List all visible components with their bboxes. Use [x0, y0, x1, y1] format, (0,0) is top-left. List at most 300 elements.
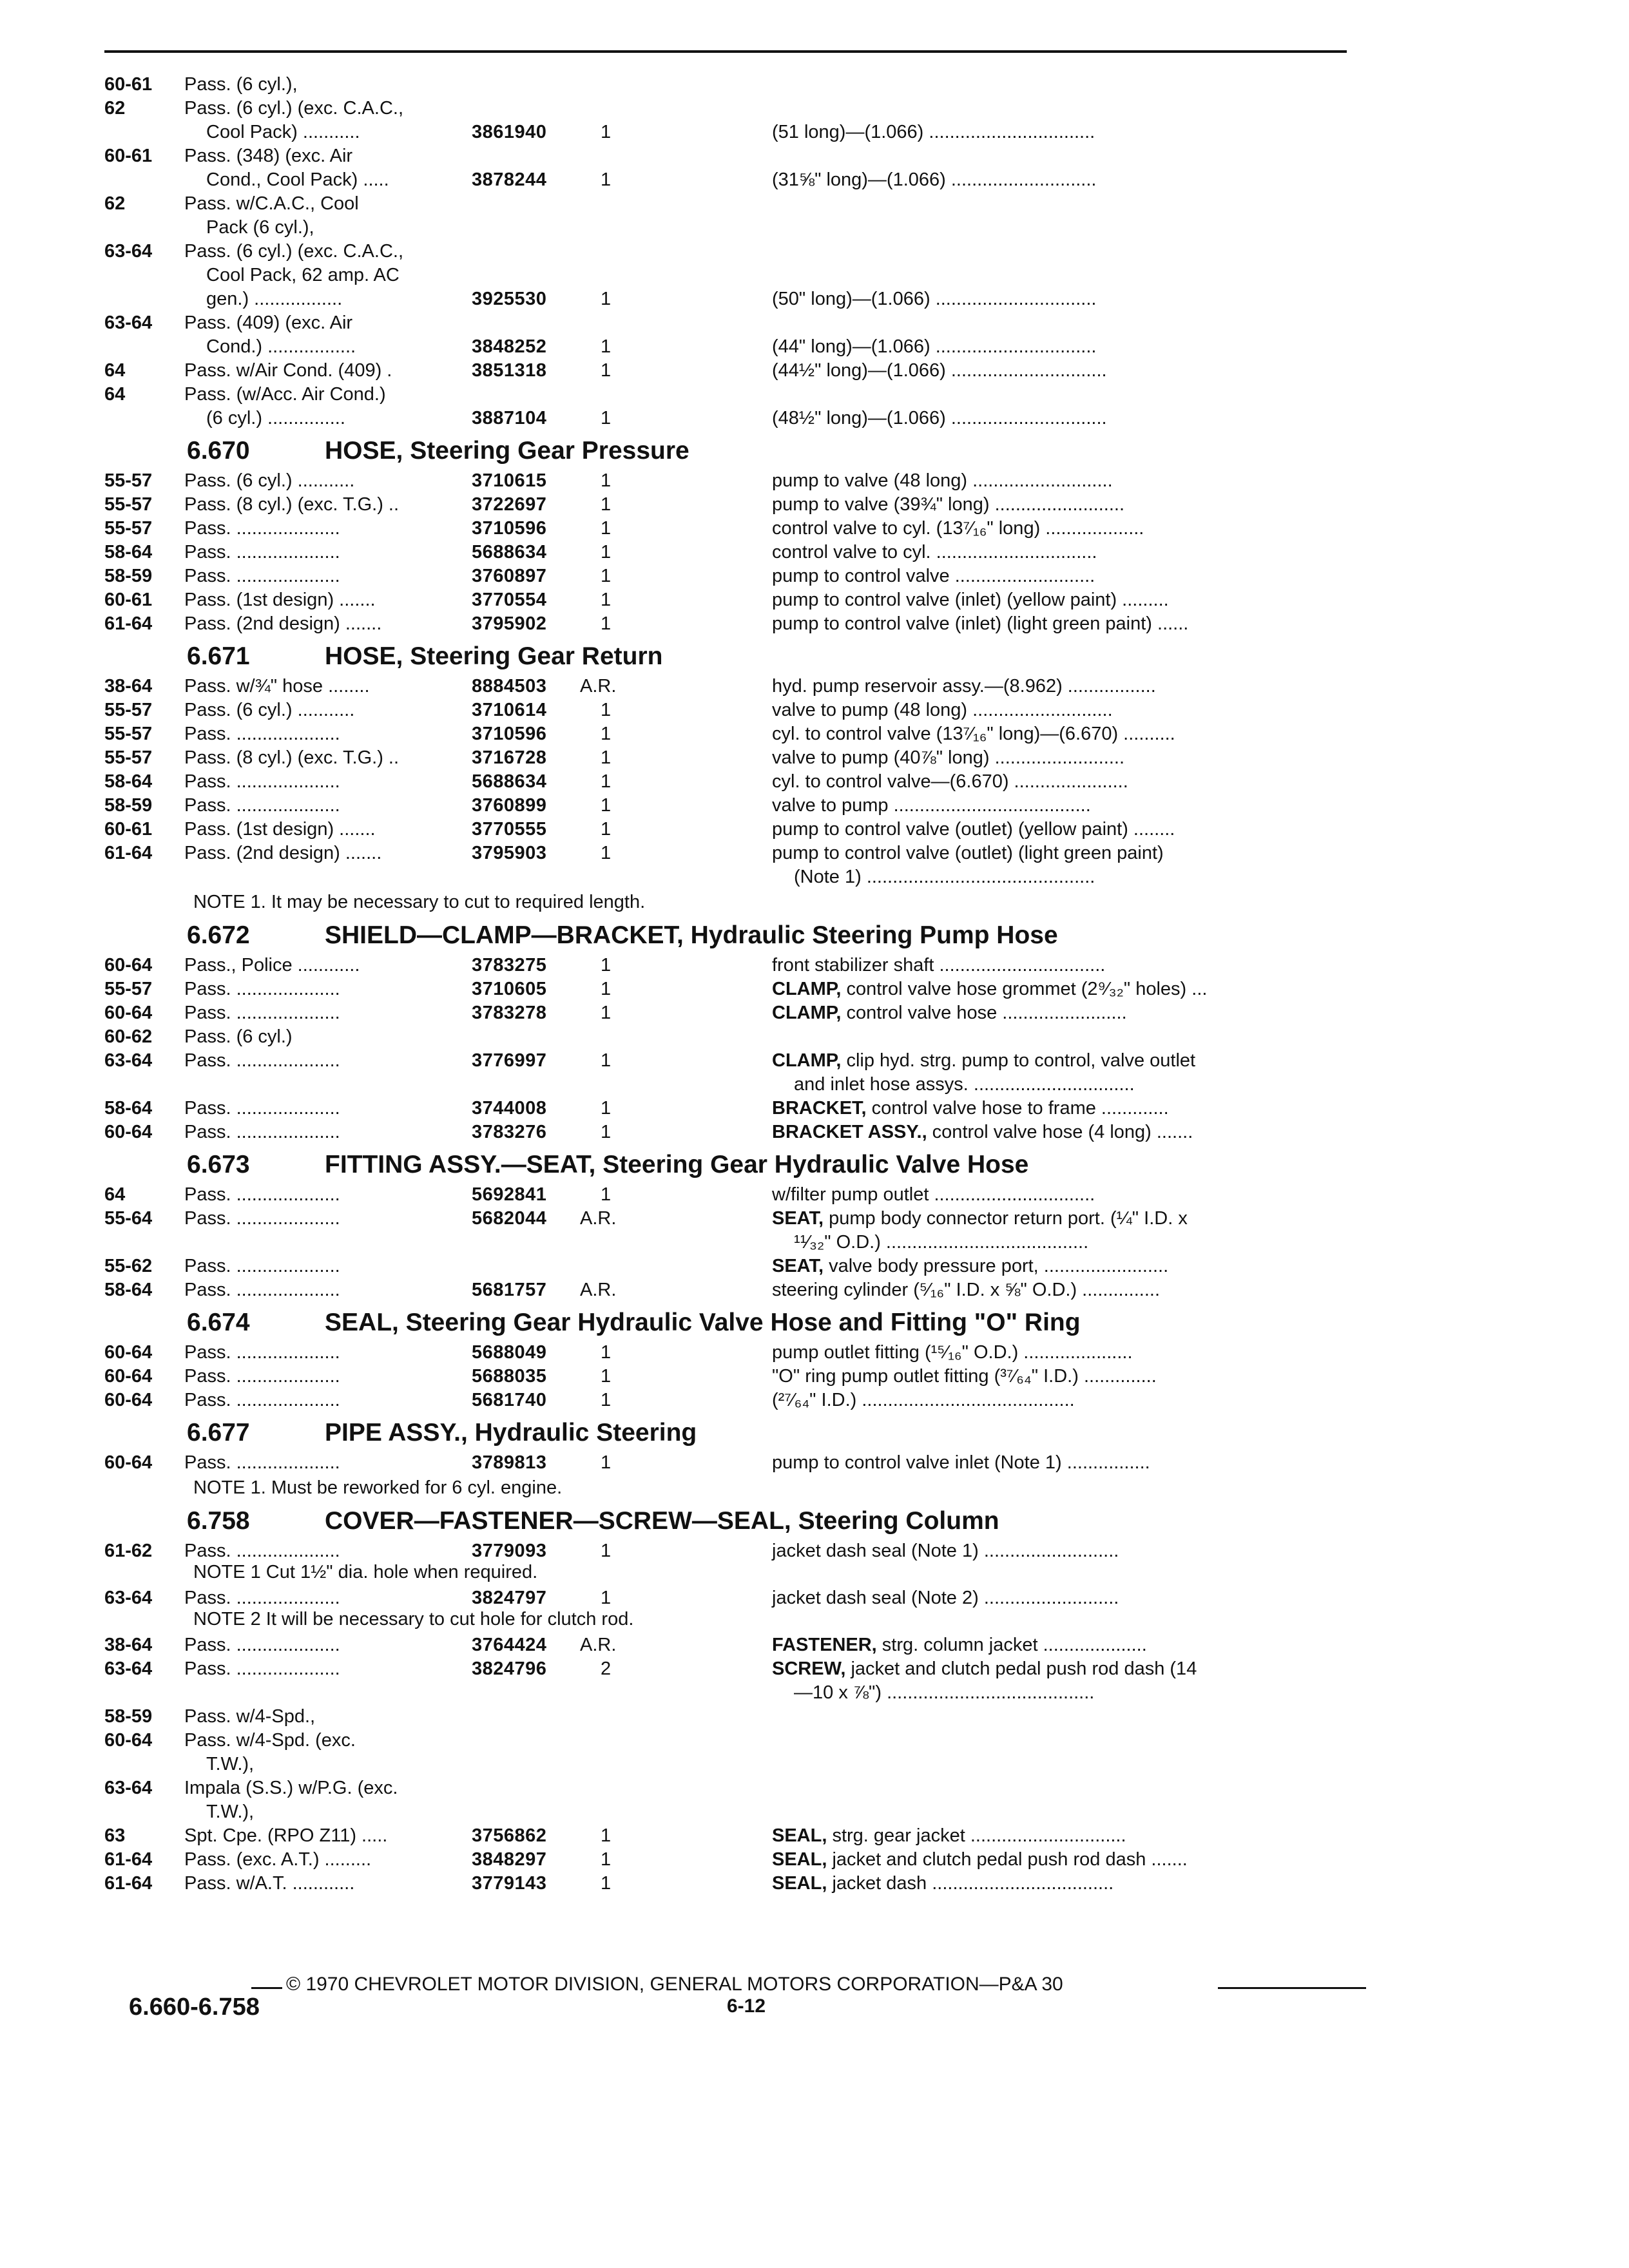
application-description: Pass. (8 cyl.) (exc. T.G.) ..: [184, 494, 400, 515]
quantity: 1: [601, 494, 612, 515]
table-row: [0, 1728, 1629, 1753]
application-description: Pass. (6 cyl.) ...........: [184, 470, 355, 491]
remark-text: jacket dash seal (Note 2) ..........................: [772, 1588, 1119, 1608]
table-row: [0, 1230, 1629, 1254]
table-row: [0, 1704, 1629, 1729]
table-row: [0, 1364, 1629, 1389]
table-row: [0, 358, 1629, 383]
application-description: Pass. ....................: [184, 1003, 340, 1023]
remarks: [772, 745, 1124, 770]
remarks: [772, 540, 1097, 564]
quantity: 1: [601, 1003, 612, 1023]
application-description: Pass. ....................: [184, 1098, 340, 1119]
quantity: 1: [601, 1122, 612, 1142]
model-years: 64: [104, 384, 126, 405]
remarks: [772, 492, 1124, 517]
remark-part-name: SEAL,: [772, 1825, 827, 1846]
quantity: 1: [601, 1873, 612, 1894]
model-years: 60-61: [104, 590, 153, 610]
quantity: 1: [601, 1849, 612, 1870]
model-years: 63-64: [104, 1658, 153, 1679]
model-years: 63-64: [104, 241, 153, 262]
remarks: [772, 406, 1107, 430]
table-row: [0, 311, 1629, 335]
table-row: [0, 120, 1629, 144]
part-number: 5692841: [472, 1184, 547, 1205]
quantity: 1: [601, 979, 612, 999]
remarks: [772, 516, 1144, 541]
remark-text: control valve to cyl. (13⁷⁄₁₆" long) ...................: [772, 518, 1144, 539]
remark-text: jacket dash seal (Note 1) ..........................: [772, 1541, 1119, 1561]
remark-text: hyd. pump reservoir assy.—(8.962) .................: [772, 676, 1156, 697]
part-number: 8884503: [472, 676, 547, 697]
remarks: [772, 1450, 1150, 1475]
quantity: 1: [601, 542, 612, 562]
section-heading: [187, 640, 662, 673]
quantity: 1: [601, 590, 612, 610]
remarks: [772, 953, 1105, 977]
remark-text: pump body connector return port. (¼" I.D. x: [824, 1208, 1188, 1229]
application-description: T.W.),: [206, 1754, 255, 1774]
table-row: [0, 1072, 1629, 1097]
part-number: 3779143: [472, 1873, 547, 1894]
remark-text: pump to valve (39¾" long) .........................: [772, 494, 1125, 515]
table-row: [0, 698, 1629, 722]
table-row: [0, 1657, 1629, 1681]
model-years: 61-64: [104, 1849, 153, 1870]
table-row: [0, 977, 1629, 1001]
remark-text: (50" long)—(1.066) ...............................: [772, 289, 1097, 309]
model-years: 60-61: [104, 146, 153, 166]
model-years: 55-62: [104, 1256, 153, 1276]
model-years: 58-64: [104, 771, 153, 792]
quantity: 1: [601, 1390, 612, 1410]
application-description: Pass. ....................: [184, 724, 340, 744]
application-description: Pass. w/C.A.C., Cool: [184, 193, 359, 214]
section-number: 6.758: [187, 1507, 250, 1535]
remark-part-name: CLAMP,: [772, 979, 842, 999]
remark-part-name: SCREW,: [772, 1658, 846, 1679]
table-row: [0, 745, 1629, 770]
model-years: 61-64: [104, 1873, 153, 1894]
table-row: [0, 1254, 1629, 1278]
application-description: Pass. ....................: [184, 1588, 340, 1608]
part-number: 5688634: [472, 542, 547, 562]
remark-text: steering cylinder (⁵⁄₁₆" I.D. x ⅝" O.D.) ...............: [772, 1280, 1161, 1300]
application-description: Pass. ....................: [184, 1390, 340, 1410]
remarks: [772, 817, 1175, 841]
remarks: [794, 865, 1095, 889]
remark-text: (Note 1) ............................................: [794, 867, 1095, 887]
remark-text: clip hyd. strg. pump to control, valve outlet: [841, 1050, 1196, 1071]
remarks: [772, 334, 1096, 359]
remark-part-name: SEAT,: [772, 1256, 824, 1276]
section-number: 6.677: [187, 1419, 250, 1446]
section-number: 6.673: [187, 1151, 250, 1178]
section-number: 6.670: [187, 437, 250, 465]
part-number: 3887104: [472, 408, 547, 428]
model-years: 55-57: [104, 747, 153, 768]
section-heading: [187, 1307, 1081, 1339]
application-description: Pass. (409) (exc. Air: [184, 312, 353, 333]
application-description: Pass. (6 cyl.) ...........: [184, 700, 355, 720]
application-description: Pass. w/Air Cond. (409) .: [184, 360, 392, 381]
application-description: Pass. (1st design) .......: [184, 590, 376, 610]
remark-part-name: CLAMP,: [772, 1050, 842, 1071]
model-years: 60-64: [104, 1390, 153, 1410]
model-years: 60-64: [104, 1342, 153, 1363]
part-number: 3744008: [472, 1098, 547, 1119]
model-years: 64: [104, 1184, 126, 1205]
model-years: 58-64: [104, 542, 153, 562]
table-row: [0, 492, 1629, 517]
application-description: Pass. (6 cyl.),: [184, 74, 298, 95]
table-row: [0, 564, 1629, 588]
application-description: Pass. (w/Acc. Air Cond.): [184, 384, 386, 405]
quantity: 1: [601, 566, 612, 586]
remark-text: (31⅝" long)—(1.066) ............................: [772, 169, 1097, 190]
application-description: Pass., Police ............: [184, 955, 360, 975]
remark-text: (44½" long)—(1.066) ..............................: [772, 360, 1107, 381]
section-heading: [187, 919, 1058, 952]
application-description: T.W.),: [206, 1802, 255, 1822]
part-number: 3764424: [472, 1635, 547, 1655]
part-number: 3716728: [472, 747, 547, 768]
remark-text: valve to pump (40⅞" long) .........................: [772, 747, 1125, 768]
remark-text: (51 long)—(1.066) ................................: [772, 122, 1095, 142]
section-number: 6.672: [187, 921, 250, 949]
model-years: 60-64: [104, 955, 153, 975]
model-years: 58-59: [104, 795, 153, 816]
section-heading: [187, 1149, 1028, 1181]
remarks: [794, 1230, 1088, 1254]
quantity: A.R.: [580, 1280, 617, 1300]
table-row: [0, 1001, 1629, 1025]
quantity: 1: [601, 1541, 612, 1561]
remarks: [772, 698, 1113, 722]
model-years: 64: [104, 360, 126, 381]
part-number: 3783275: [472, 955, 547, 975]
part-number: 3848252: [472, 336, 547, 357]
part-number: 3789813: [472, 1452, 547, 1473]
application-description: Pass. ....................: [184, 1050, 340, 1071]
model-years: 60-64: [104, 1452, 153, 1473]
table-row: [0, 382, 1629, 407]
table-row: [0, 144, 1629, 168]
footer-copyright-line: [251, 1972, 1366, 1997]
model-years: 60-62: [104, 1026, 153, 1047]
section-title: SEAL, Steering Gear Hydraulic Valve Hose and Fitting "O" Ring: [325, 1309, 1081, 1336]
part-number: 5682044: [472, 1208, 547, 1229]
part-number: 3779093: [472, 1541, 547, 1561]
section-note: NOTE 1. Must be reworked for 6 cyl. engine.: [193, 1477, 563, 1498]
application-description: Impala (S.S.) w/P.G. (exc.: [184, 1778, 398, 1798]
quantity: 1: [601, 1098, 612, 1119]
quantity: 1: [601, 289, 612, 309]
remarks: [772, 468, 1113, 493]
remark-text: ¹¹⁄₃₂" O.D.) .......................................: [794, 1232, 1089, 1253]
application-description: Pass. ....................: [184, 1452, 340, 1473]
quantity: 2: [601, 1658, 612, 1679]
application-description: Pass. ....................: [184, 1184, 340, 1205]
remarks: [772, 1182, 1095, 1207]
remarks: [772, 841, 1164, 865]
remark-part-name: FASTENER,: [772, 1635, 877, 1655]
model-years: 62: [104, 193, 126, 214]
table-row: [0, 191, 1629, 216]
model-years: 60-61: [104, 74, 153, 95]
application-description: Pack (6 cyl.),: [206, 217, 314, 238]
model-years: 58-59: [104, 1706, 153, 1727]
remarks: [772, 1586, 1119, 1610]
part-number: 3770554: [472, 590, 547, 610]
table-row: [0, 1120, 1629, 1144]
application-description: Spt. Cpe. (RPO Z11) .....: [184, 1825, 388, 1846]
model-years: 55-64: [104, 1208, 153, 1229]
remark-text: control valve hose ........................: [841, 1003, 1127, 1023]
remarks: [772, 674, 1156, 698]
remarks: [772, 1206, 1188, 1231]
quantity: 1: [601, 169, 612, 190]
table-row: [0, 793, 1629, 818]
remark-text: w/filter pump outlet ...............................: [772, 1184, 1095, 1205]
table-row: [0, 263, 1629, 287]
table-row: [0, 611, 1629, 636]
remarks: [772, 722, 1175, 746]
table-row: [0, 953, 1629, 977]
remark-text: —10 x ⅞") ........................................: [794, 1682, 1095, 1703]
table-row: [0, 406, 1629, 430]
table-row: [0, 817, 1629, 841]
quantity: 1: [601, 747, 612, 768]
remarks: [772, 1388, 1075, 1412]
remark-text: cyl. to control valve—(6.670) ......................: [772, 771, 1128, 792]
part-number: 3795903: [472, 843, 547, 863]
section-number: 6.674: [187, 1309, 250, 1336]
quantity: 1: [601, 795, 612, 816]
remark-text: pump to control valve ...........................: [772, 566, 1095, 586]
part-number: 3795902: [472, 613, 547, 634]
part-number: 3824797: [472, 1588, 547, 1608]
part-number: 5688035: [472, 1366, 547, 1387]
table-row: [0, 1182, 1629, 1207]
application-description: Pass. ....................: [184, 566, 340, 586]
table-row: [0, 215, 1629, 240]
remarks: [772, 287, 1096, 311]
application-description: Pass. ....................: [184, 1208, 340, 1229]
section-title: HOSE, Steering Gear Return: [325, 642, 663, 670]
remarks: [794, 1072, 1135, 1097]
table-row: [0, 588, 1629, 612]
model-years: 58-64: [104, 1280, 153, 1300]
quantity: A.R.: [580, 1635, 617, 1655]
page-number: 6-12: [727, 1995, 766, 2017]
remarks: [772, 1340, 1133, 1365]
remark-text: valve to pump (48 long) ...........................: [772, 700, 1113, 720]
remarks: [772, 1120, 1193, 1144]
top-rule: [104, 50, 1347, 53]
table-row: [0, 516, 1629, 541]
model-years: 55-57: [104, 724, 153, 744]
remark-text: jacket dash ...................................: [827, 1873, 1114, 1894]
application-description: Pass. ....................: [184, 1366, 340, 1387]
application-description: Pass. ....................: [184, 1342, 340, 1363]
application-description: Cool Pack) ...........: [206, 122, 360, 142]
part-number: 3783278: [472, 1003, 547, 1023]
remarks: [772, 1278, 1160, 1302]
model-years: 61-62: [104, 1541, 153, 1561]
model-years: 60-64: [104, 1122, 153, 1142]
part-number: 3756862: [472, 1825, 547, 1846]
table-row: [0, 1752, 1629, 1776]
remark-text: pump outlet fitting (¹⁵⁄₁₆" O.D.) .....................: [772, 1342, 1133, 1363]
footer-copyright: © 1970 CHEVROLET MOTOR DIVISION, GENERAL MOTORS CORPORATION—P&A 30: [286, 1974, 1063, 1995]
part-number: 3848297: [472, 1849, 547, 1870]
quantity: 1: [601, 724, 612, 744]
remark-text: (²⁷⁄₆₄" I.D.) .........................................: [772, 1390, 1075, 1410]
table-row: [0, 540, 1629, 564]
remark-text: "O" ring pump outlet fitting (³⁷⁄₆₄" I.D.) ..............: [772, 1366, 1157, 1387]
remark-part-name: BRACKET,: [772, 1098, 867, 1119]
remarks: [794, 1680, 1094, 1705]
table-row: [0, 865, 1629, 889]
application-description: Cool Pack, 62 amp. AC: [206, 265, 400, 285]
application-description: Pass. ....................: [184, 771, 340, 792]
part-number: 3710596: [472, 518, 547, 539]
section-title: HOSE, Steering Gear Pressure: [325, 437, 689, 465]
remark-part-name: SEAL,: [772, 1873, 827, 1894]
remarks: [772, 793, 1091, 818]
section-title: FITTING ASSY.—SEAT, Steering Gear Hydraulic Valve Hose: [325, 1151, 1029, 1178]
table-row: [0, 1823, 1629, 1848]
application-description: Pass. (8 cyl.) (exc. T.G.) ..: [184, 747, 400, 768]
model-years: 55-57: [104, 470, 153, 491]
model-years: 60-61: [104, 819, 153, 840]
table-row: [0, 1096, 1629, 1120]
table-row: [0, 287, 1629, 311]
remark-text: (44" long)—(1.066) ...............................: [772, 336, 1097, 357]
application-description: Pass. ....................: [184, 1658, 340, 1679]
remarks: [772, 1633, 1147, 1657]
remarks: [772, 769, 1128, 794]
quantity: 1: [601, 771, 612, 792]
table-row: [0, 1871, 1629, 1896]
model-years: 61-64: [104, 613, 153, 634]
application-description: Cond., Cool Pack) .....: [206, 169, 389, 190]
application-description: Pass. ....................: [184, 1635, 340, 1655]
remark-text: strg. column jacket ....................: [876, 1635, 1147, 1655]
remarks: [772, 611, 1188, 636]
part-number: 3760897: [472, 566, 547, 586]
model-years: 63-64: [104, 1588, 153, 1608]
application-description: Pass. ....................: [184, 542, 340, 562]
quantity: 1: [601, 518, 612, 539]
table-row: [0, 1680, 1629, 1705]
table-row: [0, 1800, 1629, 1824]
table-row: [0, 1048, 1629, 1073]
application-description: gen.) .................: [206, 289, 343, 309]
model-years: 58-64: [104, 1098, 153, 1119]
model-years: 55-57: [104, 700, 153, 720]
table-row: [0, 674, 1629, 698]
page-range: 6.660-6.758: [129, 1994, 260, 2021]
application-description: Pass. (6 cyl.): [184, 1026, 293, 1047]
application-description: Pass. ....................: [184, 979, 340, 999]
footer-rule-left: [251, 1987, 282, 1989]
table-row: [0, 334, 1629, 359]
part-number: 5688049: [472, 1342, 547, 1363]
quantity: A.R.: [580, 676, 617, 697]
table-row: [0, 72, 1629, 97]
application-description: Cond.) .................: [206, 336, 356, 357]
remark-text: control valve hose (4 long) .......: [927, 1122, 1193, 1142]
quantity: 1: [601, 1825, 612, 1846]
part-number: 5688634: [472, 771, 547, 792]
model-years: 55-57: [104, 518, 153, 539]
remarks: [772, 1847, 1188, 1872]
application-description: Pass. (exc. A.T.) .........: [184, 1849, 372, 1870]
section-title: SHIELD—CLAMP—BRACKET, Hydraulic Steering Pump Hose: [325, 921, 1058, 949]
remark-text: pump to control valve inlet (Note 1) ................: [772, 1452, 1150, 1473]
remarks: [772, 1871, 1113, 1896]
model-years: 62: [104, 98, 126, 119]
quantity: 1: [601, 955, 612, 975]
remark-text: valve to pump ......................................: [772, 795, 1091, 816]
quantity: 1: [601, 122, 612, 142]
remarks: [772, 564, 1095, 588]
part-number: 3783276: [472, 1122, 547, 1142]
application-description: Pass. ....................: [184, 518, 340, 539]
quantity: 1: [601, 360, 612, 381]
remarks: [772, 1539, 1119, 1563]
model-years: 63-64: [104, 312, 153, 333]
part-number: 3776997: [472, 1050, 547, 1071]
quantity: A.R.: [580, 1208, 617, 1229]
row-note: NOTE 2 It will be necessary to cut hole for clutch rod.: [193, 1609, 634, 1629]
quantity: 1: [601, 1588, 612, 1608]
quantity: 1: [601, 1184, 612, 1205]
part-number: 3925530: [472, 289, 547, 309]
part-number: 3851318: [472, 360, 547, 381]
quantity: 1: [601, 1342, 612, 1363]
remark-text: jacket and clutch pedal push rod dash (14: [845, 1658, 1197, 1679]
section-note: NOTE 1. It may be necessary to cut to required length.: [193, 892, 646, 912]
section-title: PIPE ASSY., Hydraulic Steering: [325, 1419, 697, 1446]
model-years: 63-64: [104, 1050, 153, 1071]
table-row: [0, 769, 1629, 794]
part-number: 3722697: [472, 494, 547, 515]
table-row: [0, 239, 1629, 264]
quantity: 1: [601, 1452, 612, 1473]
table-row: [0, 1340, 1629, 1365]
section-title: COVER—FASTENER—SCREW—SEAL, Steering Column: [325, 1507, 999, 1535]
remarks: [772, 1048, 1195, 1073]
model-years: 60-64: [104, 1730, 153, 1751]
remark-text: pump to control valve (outlet) (yellow paint) ........: [772, 819, 1175, 840]
application-description: Pass. w/4-Spd. (exc.: [184, 1730, 356, 1751]
quantity: 1: [601, 470, 612, 491]
model-years: 38-64: [104, 676, 153, 697]
application-description: Pass. (2nd design) .......: [184, 843, 382, 863]
model-years: 61-64: [104, 843, 153, 863]
application-description: Pass. ....................: [184, 1541, 340, 1561]
table-row: [0, 841, 1629, 865]
part-number: 3710596: [472, 724, 547, 744]
remarks: [772, 1096, 1169, 1120]
part-number: 3878244: [472, 169, 547, 190]
remark-part-name: BRACKET ASSY.,: [772, 1122, 927, 1142]
part-number: 3710614: [472, 700, 547, 720]
